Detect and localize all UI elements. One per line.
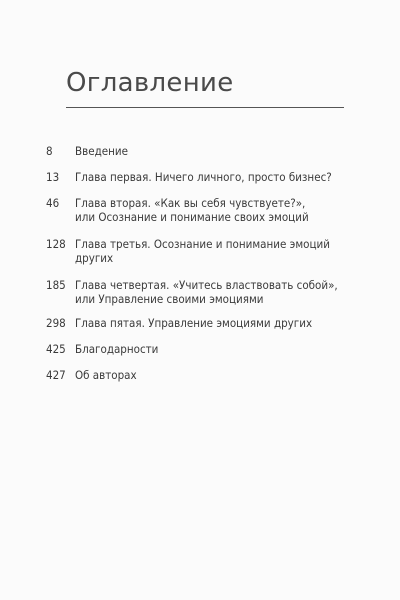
toc-entry-title bbox=[75, 196, 355, 224]
toc-page-number: 13 bbox=[46, 170, 60, 184]
toc-entry-title-line: Введение bbox=[75, 144, 128, 158]
toc-page-number: 128 bbox=[46, 237, 66, 251]
toc-entry-title-line: или Управление своими эмоциями bbox=[75, 292, 264, 306]
toc-entry-title-line: Глава пятая. Управление эмоциями других bbox=[75, 316, 313, 330]
toc-entry-title-line: Об авторах bbox=[75, 368, 137, 382]
toc-entry-title bbox=[75, 342, 355, 356]
toc-entry-title-line: Глава третья. Осознание и понимание эмоций bbox=[75, 237, 330, 251]
toc-entry-title-line: Глава вторая. «Как вы себя чувствуете?», bbox=[75, 196, 306, 210]
toc-entry-title bbox=[75, 144, 355, 158]
toc-entry-title bbox=[75, 278, 355, 306]
toc-page-number: 298 bbox=[46, 316, 66, 330]
toc-page-number: 185 bbox=[46, 278, 66, 292]
toc-page-number: 425 bbox=[46, 342, 66, 356]
toc-page-number: 46 bbox=[46, 196, 60, 210]
toc-page-number: 427 bbox=[46, 368, 66, 382]
title-divider bbox=[66, 107, 344, 108]
toc-page-number: 8 bbox=[46, 144, 53, 158]
toc-entry-title-line: или Осознание и понимание своих эмоций bbox=[75, 210, 309, 224]
toc-entry-title-line: Глава четвертая. «Учитесь властвовать собой», bbox=[75, 278, 338, 292]
toc-entry-title-line: других bbox=[75, 251, 114, 265]
toc-entry-title-line: Глава первая. Ничего личного, просто бизнес? bbox=[75, 170, 332, 184]
toc-entry-title bbox=[75, 170, 355, 184]
toc-entry-title bbox=[75, 237, 355, 265]
toc-entry-title bbox=[75, 368, 355, 382]
toc-entry-title-line: Благодарности bbox=[75, 342, 159, 356]
toc-entry-title bbox=[75, 316, 355, 330]
page-title: Оглавление bbox=[66, 68, 234, 98]
